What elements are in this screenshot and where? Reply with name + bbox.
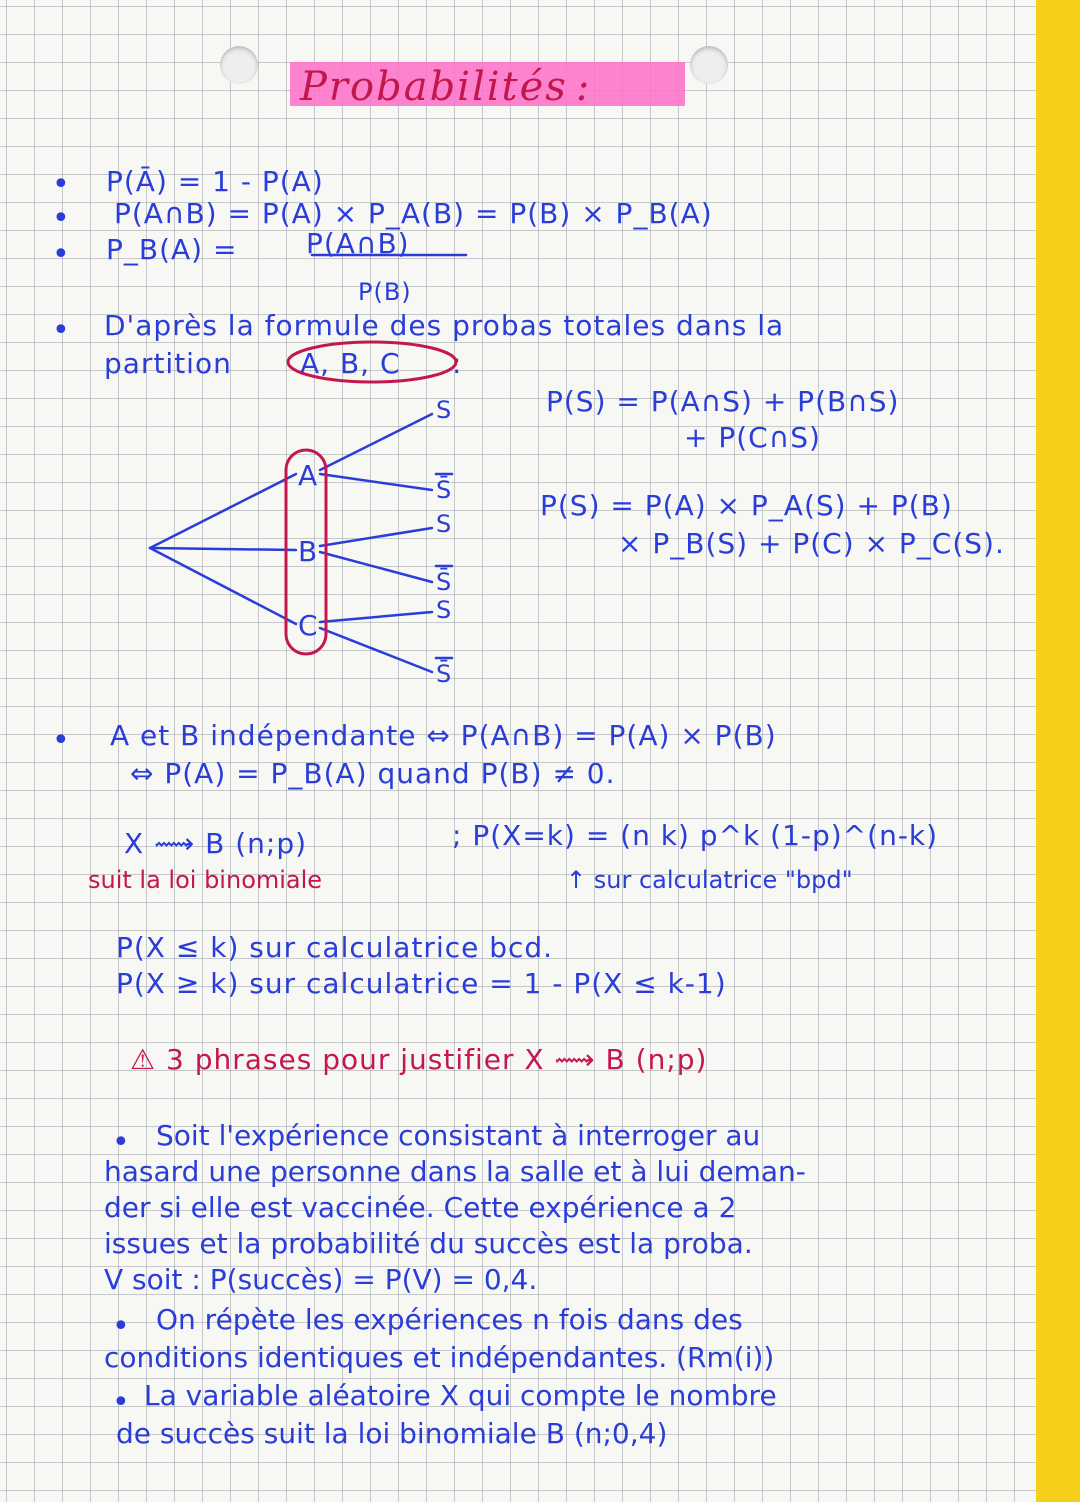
bullet: •	[52, 723, 70, 758]
bullet: •	[52, 313, 70, 348]
justify-p3-line2: de succès suit la loi binomiale B (n;0,4)	[116, 1417, 668, 1450]
justify-p2-line2: conditions identiques et indépendantes. (Rm(i))	[104, 1341, 775, 1374]
tree-leaf: S̄	[436, 476, 453, 504]
total-prob-intro: D'après la formule des probas totales dans la	[104, 309, 785, 342]
tree-leaf: S	[436, 510, 453, 538]
formula-conditional-numerator: P(A∩B)	[306, 227, 410, 260]
tree-leaf: S	[436, 396, 453, 424]
bullet: •	[112, 1125, 130, 1160]
independence-line1: A et B indépendante ⇔ P(A∩B) = P(A) × P(B)	[110, 719, 777, 752]
formula-conditional-lhs: P_B(A) =	[106, 233, 238, 266]
tree-node-c: C	[298, 609, 319, 642]
binomial-law-note: suit la loi binomiale	[88, 866, 323, 894]
formula-conditional-denominator: P(B)	[358, 278, 412, 306]
binomial-formula: ; P(X=k) = (n k) p^k (1-p)^(n-k)	[452, 819, 939, 852]
calculator-note-bpd: ↑ sur calculatrice "bpd"	[566, 866, 853, 894]
tree-node-b: B	[298, 535, 319, 568]
title-text: Probabilités	[300, 64, 568, 110]
justify-p1-line3: der si elle est vaccinée. Cette expérience a 2	[104, 1191, 737, 1224]
tree-leaf: S̄	[436, 660, 453, 688]
title-colon: :	[575, 64, 592, 110]
partition-set: A, B, C	[300, 347, 401, 380]
total-prob-partition-label: partition	[104, 347, 232, 380]
total-prob-eq2b: × P_B(S) + P(C) × P_C(S).	[618, 527, 1005, 560]
bullet: •	[52, 237, 70, 272]
justify-heading: ⚠ 3 phrases pour justifier X ⟿ B (n;p)	[130, 1043, 708, 1076]
total-prob-eq2a: P(S) = P(A) × P_A(S) + P(B)	[540, 489, 953, 522]
formula-complement: P(Ā) = 1 - P(A)	[106, 165, 324, 198]
yellow-binder-edge	[1036, 0, 1080, 1502]
binomial-cdf-le: P(X ≤ k) sur calculatrice bcd.	[116, 931, 554, 964]
justify-p1-line1: Soit l'expérience consistant à interroger au	[156, 1119, 761, 1152]
bullet: •	[112, 1309, 130, 1344]
total-prob-eq1a: P(S) = P(A∩S) + P(B∩S)	[546, 385, 900, 418]
bullet: •	[112, 1385, 130, 1420]
justify-p3-line1: La variable aléatoire X qui compte le nombre	[144, 1379, 777, 1412]
binomial-law: X ⟿ B (n;p)	[124, 827, 308, 860]
tree-node-a: A	[298, 459, 319, 492]
justify-p2-line1: On répète les expériences n fois dans des	[156, 1303, 743, 1336]
justify-p1-line4: issues et la probabilité du succès est la proba.	[104, 1227, 753, 1260]
formula-intersection: P(A∩B) = P(A) × P_A(B) = P(B) × P_B(A)	[114, 197, 713, 230]
tree-leaf: S	[436, 596, 453, 624]
justify-p1-line2: hasard une personne dans la salle et à lui deman-	[104, 1155, 806, 1188]
partition-colon: :	[452, 347, 463, 380]
binomial-cdf-ge: P(X ≥ k) sur calculatrice = 1 - P(X ≤ k-1)	[116, 967, 727, 1000]
total-prob-eq1b: + P(C∩S)	[684, 421, 821, 454]
tree-leaf: S̄	[436, 568, 453, 596]
justify-p1-line5: V soit : P(succès) = P(V) = 0,4.	[104, 1263, 538, 1296]
independence-line2: ⇔ P(A) = P_B(A) quand P(B) ≠ 0.	[130, 757, 616, 790]
bullet: •	[52, 167, 70, 202]
bullet: •	[52, 201, 70, 236]
